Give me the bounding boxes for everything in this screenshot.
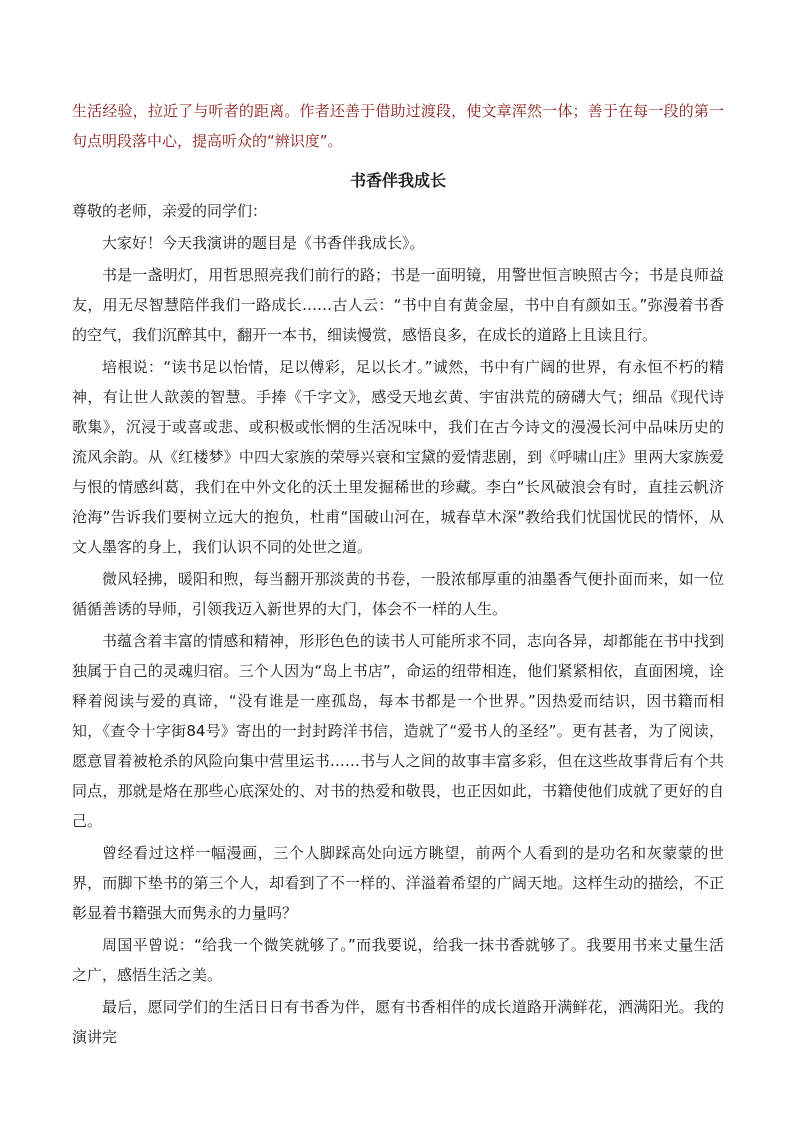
speech-paragraph: 书蕴含着丰富的情感和精神，形形色色的读书人可能所求不同，志向各异，却都能在书中找到独属于自己的灵魂归宿。三个人因为“岛上书店”，命运的纽带相连，他们紧紧相依，直面困境，诠释着阅读与爱的真谛，“没有谁是一座孤岛，每本书都是一个世界。”因热爱而结识，因书籍而相知，《查令十字街84号》寄出的一封封跨洋书信，造就了“爱书人的圣经”。更有甚者，为了阅读，愿意冒着被枪杀的风险向集中营里运书……书与人之间的故事丰富多彩，但在这些故事背后有个共同点，那就是烙在那些心底深处的、对书的热爱和敬畏，也正因如此，书籍使他们成就了更好的自己。 bbox=[72, 632, 724, 830]
speech-paragraph: 大家好！今天我演讲的题目是《书香伴我成长》。 bbox=[102, 234, 425, 252]
speech-paragraph: 微风轻拂，暖阳和煦，每当翻开那淡黄的书卷，一股浓郁厚重的油墨香气便扑面而来，如一位循循善诱的导师，引领我迈入新世界的大门，体会不一样的人生。 bbox=[72, 570, 724, 618]
speech-greeting: 尊敬的老师，亲爱的同学们： bbox=[72, 202, 268, 220]
speech-paragraph: 培根说：“读书足以怡情，足以傅彩，足以长才。”诚然，书中有广阔的世界，有永恒不朽的精神，有让世人歆羡的智慧。手捧《千字文》，感受天地玄黄、宇宙洪荒的磅礴大气；细品《现代诗歌集》，沉浸于或喜或悲、或积极或怅惘的生活况味中，我们在古今诗文的漫漫长河中品味历史的流风余韵。从《红楼梦》中四大家族的荣辱兴衰和宝黛的爱情悲剧，到《呼啸山庄》里两大家族爱与恨的情感纠葛，我们在中外文化的沃土里发掘稀世的珍藏。李白“长风破浪会有时，直挂云帆济沧海”告诉我们要树立远大的抱负，杜甫“国破山河在，城春草木深”教给我们忧国忧民的情怀，从文人墨客的身上，我们认识不同的处世之道。 bbox=[72, 358, 724, 556]
document-page bbox=[72, 96, 724, 1052]
intro-note: 生活经验，拉近了与听者的距离。作者还善于借助过渡段，使文章浑然一体；善于在每一段的第一句点明段落中心，提高听众的“辨识度”。 bbox=[72, 102, 724, 150]
speech-title: 书香伴我成长 bbox=[349, 171, 446, 190]
speech-paragraph: 最后，愿同学们的生活日日有书香为伴，愿有书香相伴的成长道路开满鲜花，洒满阳光。我的演讲完 bbox=[72, 998, 724, 1046]
speech-paragraph: 书是一盏明灯，用哲思照亮我们前行的路；书是一面明镜，用警世恒言映照古今；书是良师益友，用无尽智慧陪伴我们一路成长……古人云：“书中自有黄金屋，书中自有颜如玉。”弥漫着书香的空气，我们沉醉其中，翻开一本书，细读慢赏，感悟良多，在成长的道路上且读且行。 bbox=[72, 266, 724, 344]
speech-paragraph: 周国平曾说：“给我一个微笑就够了。”而我要说，给我一抹书香就够了。我要用书来丈量生活之广，感悟生活之美。 bbox=[72, 936, 724, 984]
speech-paragraph: 曾经看过这样一幅漫画，三个人脚踩高处向远方眺望，前两个人看到的是功名和灰蒙蒙的世界，而脚下垫书的第三个人，却看到了不一样的、洋溢着希望的广阔天地。这样生动的描绘，不正彰显着书籍强大而隽永的力量吗？ bbox=[72, 844, 724, 922]
